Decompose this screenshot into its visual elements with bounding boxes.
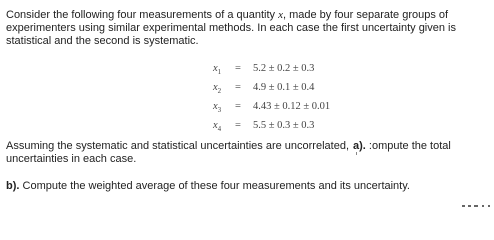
measurement-value: 4.9 ± 0.1 ± 0.4 <box>253 82 315 93</box>
measurement-symbol: $x_3$ <box>213 101 222 115</box>
part-b-label: b). <box>6 180 20 192</box>
problem-statement <box>6 9 490 48</box>
measurement-symbol: $x_2$ <box>213 82 222 96</box>
equals-sign: = <box>235 63 241 74</box>
stray-mark <box>488 205 490 207</box>
equals-sign: = <box>235 82 241 93</box>
measurement-row-4 <box>213 116 353 135</box>
stray-mark <box>356 152 357 155</box>
part-a-label: a). <box>353 140 366 152</box>
stray-mark <box>462 205 465 207</box>
measurement-value: 5.2 ± 0.2 ± 0.3 <box>253 63 315 74</box>
part-a-text: :ompute the total uncertainties in each case. <box>6 140 451 165</box>
stray-mark <box>482 205 484 207</box>
stray-mark <box>474 205 478 207</box>
measurement-row-3 <box>213 97 353 116</box>
intro-text-part2: , made by four separate groups of experimenters using similar experimental methods. In each case the first uncertainty given is statistical and the second is systematic. <box>6 9 456 47</box>
measurement-equations <box>213 59 353 135</box>
equals-sign: = <box>235 101 241 112</box>
measurement-value: 4.43 ± 0.12 ± 0.01 <box>253 101 331 112</box>
measurement-symbol: $x_4$ <box>213 120 222 134</box>
intro-text-part1: Consider the following four measurements of a quantity <box>6 9 279 21</box>
variable-x: x <box>278 9 283 21</box>
stray-marks <box>462 205 492 208</box>
measurement-row-2 <box>213 78 353 97</box>
equals-sign: = <box>235 120 241 131</box>
assumption-paragraph <box>6 140 492 166</box>
assumption-text: Assuming the systematic and statistical uncertainties are uncorrelated, <box>6 140 349 152</box>
part-b-text: Compute the weighted average of these four measurements and its uncertainty. <box>19 180 410 192</box>
part-b-paragraph <box>6 180 410 193</box>
problem-intro <box>6 9 490 48</box>
measurement-symbol: $x_1$ <box>213 63 222 77</box>
measurement-value: 5.5 ± 0.3 ± 0.3 <box>253 120 315 131</box>
stray-mark <box>468 205 471 207</box>
measurement-row-1 <box>213 59 353 78</box>
